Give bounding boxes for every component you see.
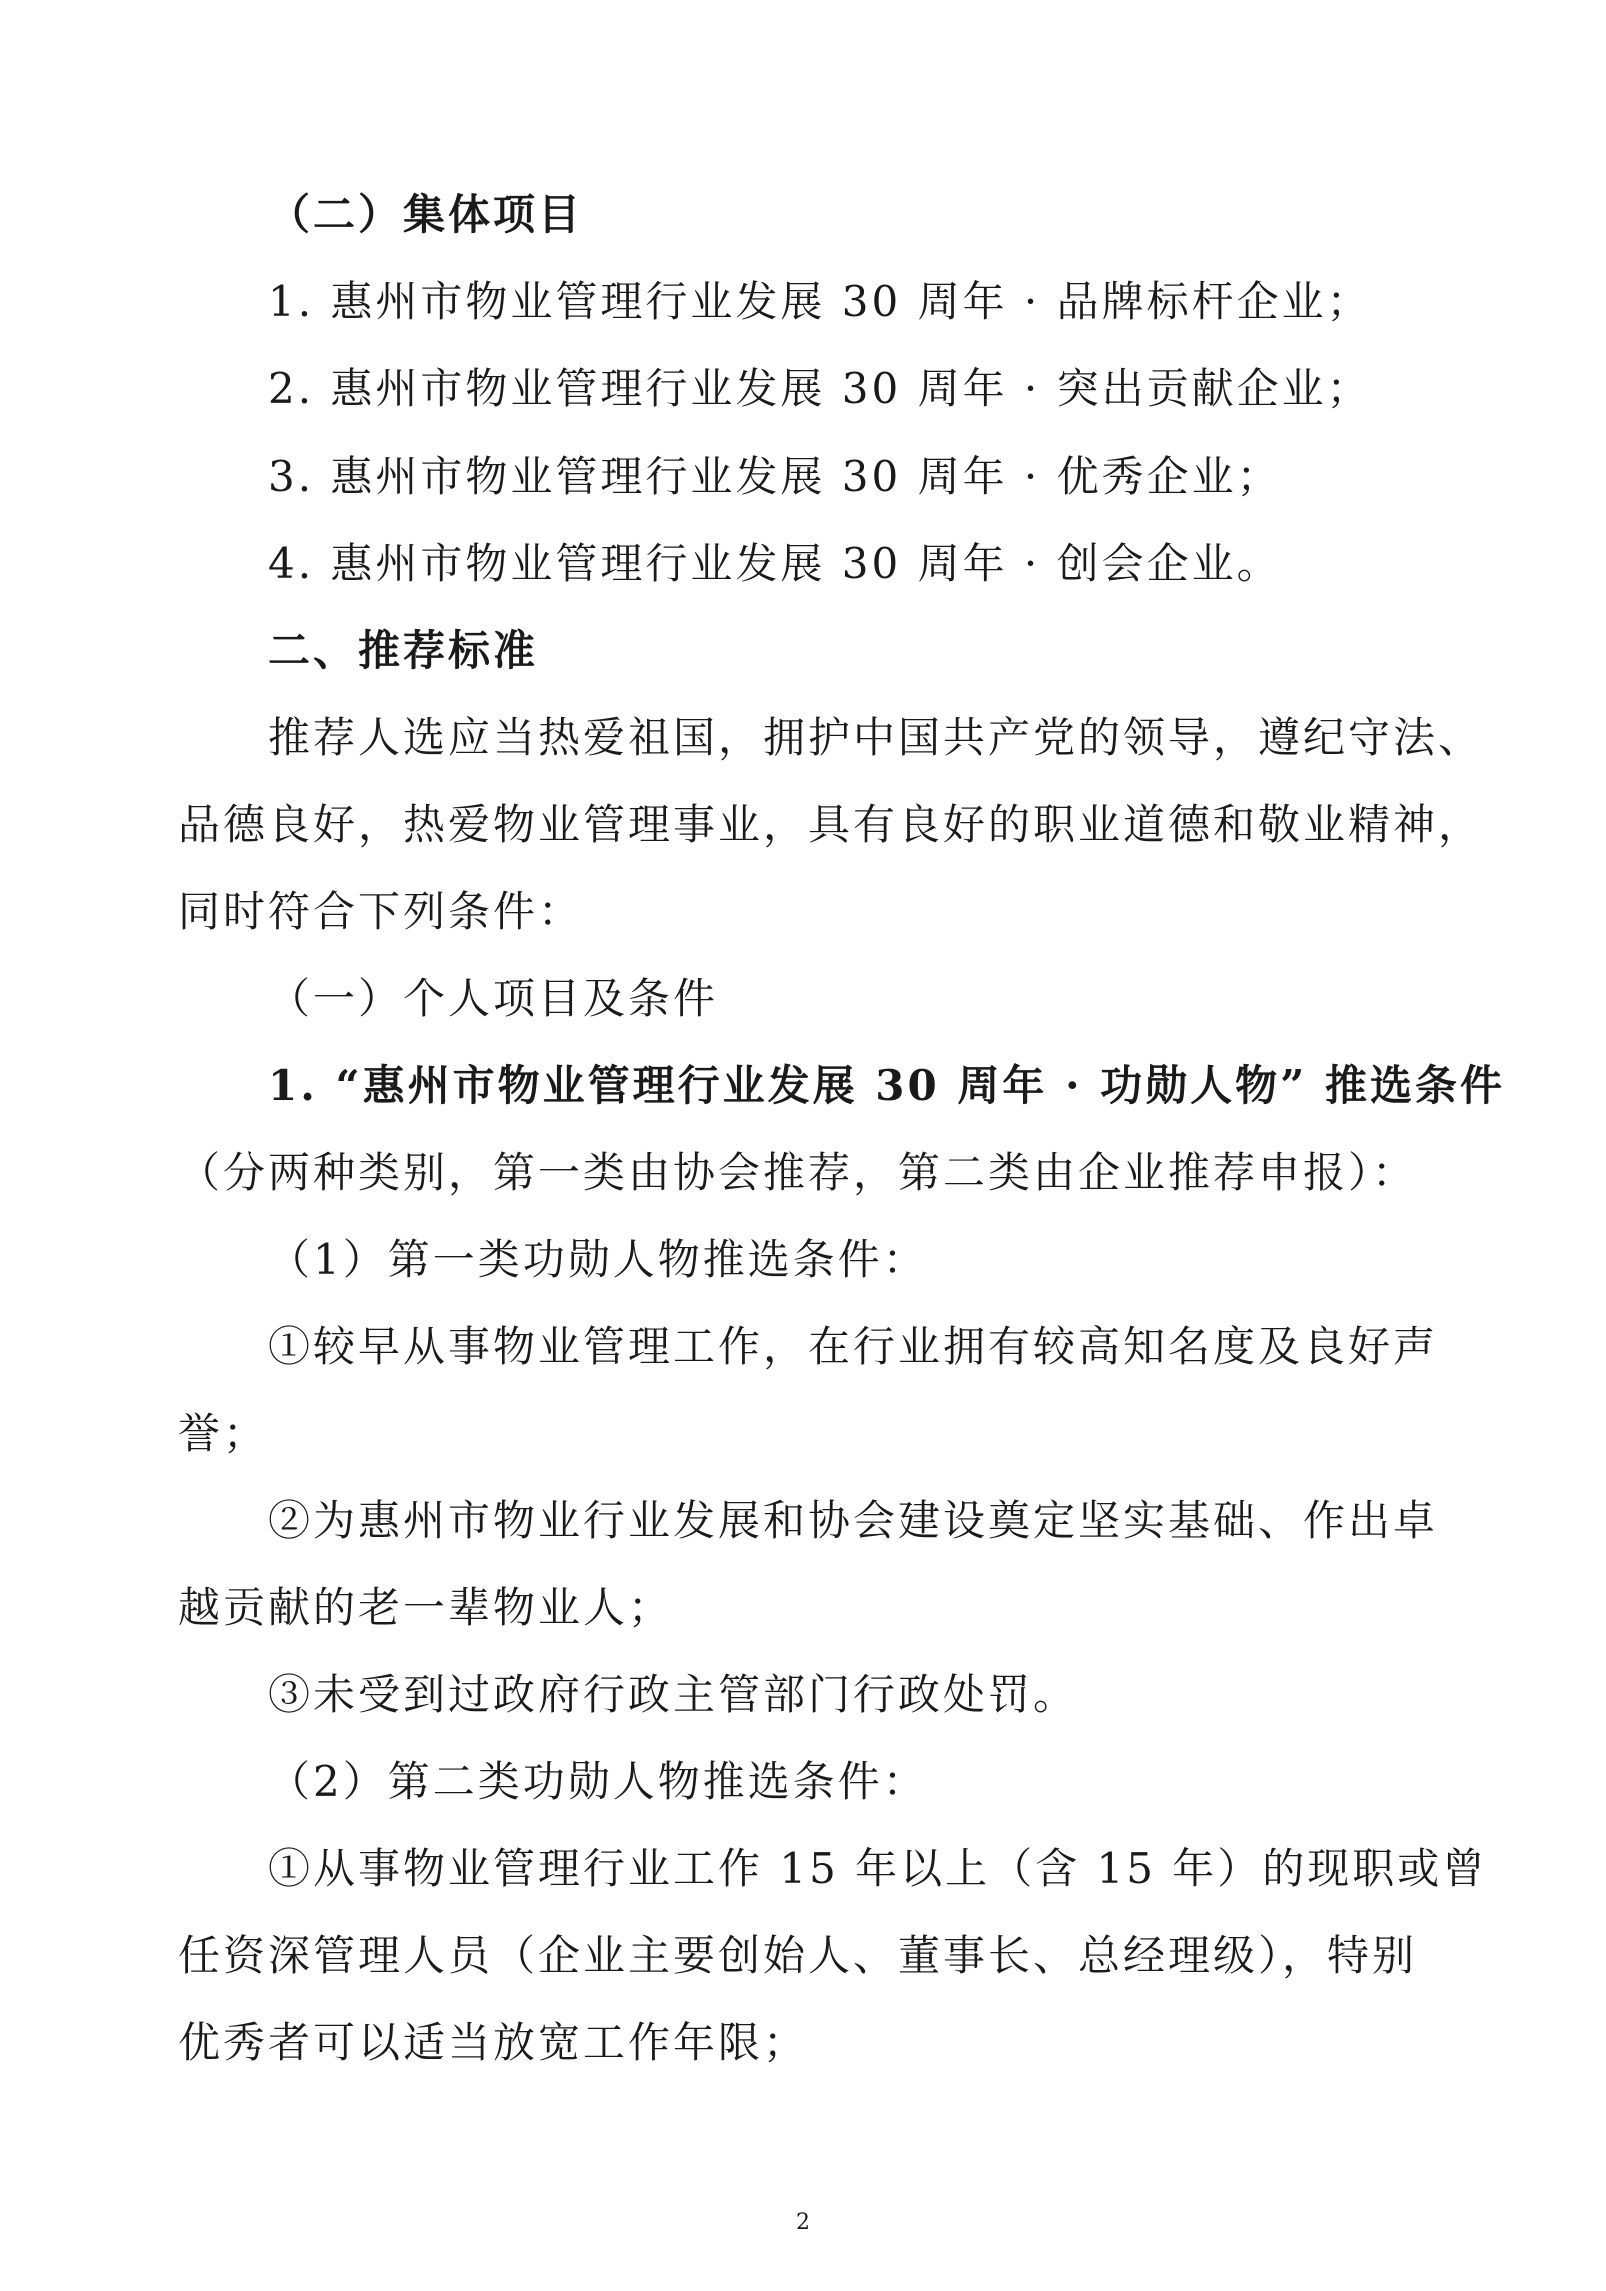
category-2-heading: （2）第二类功勋人物推选条件： [268, 1757, 928, 1806]
subheading-individual: （一）个人项目及条件 [268, 974, 719, 1023]
condition-line: ③未受到过政府行政主管部门行政处罚。 [268, 1670, 1079, 1719]
paragraph-line: 同时符合下列条件： [178, 887, 584, 936]
section-heading-collective: （二）集体项目 [268, 190, 584, 239]
page-number: 2 [796, 2210, 810, 2235]
paragraph-line: （分两种类别，第一类由协会推荐，第二类由企业推荐申报）： [178, 1148, 1418, 1197]
condition-line: ①从事物业管理行业工作 15 年以上（含 15 年）的现职或曾 [268, 1844, 1488, 1893]
merit-person-heading: 1. “惠州市物业管理行业发展 30 周年 · 功勋人物” 推选条件 [268, 1061, 1505, 1110]
collective-item-1: 1. 惠州市物业管理行业发展 30 周年 · 品牌标杆企业； [268, 277, 1372, 326]
collective-item-3: 3. 惠州市物业管理行业发展 30 周年 · 优秀企业； [268, 452, 1282, 501]
condition-line: ②为惠州市物业行业发展和协会建设奠定坚实基础、作出卓 [268, 1496, 1439, 1545]
condition-line: 越贡献的老一辈物业人； [178, 1583, 674, 1632]
collective-item-4: 4. 惠州市物业管理行业发展 30 周年 · 创会企业。 [268, 539, 1282, 588]
category-1-heading: （1）第一类功勋人物推选条件： [268, 1235, 928, 1284]
paragraph-line: 推荐人选应当热爱祖国，拥护中国共产党的领导，遵纪守法、 [268, 713, 1484, 762]
condition-line: ①较早从事物业管理工作，在行业拥有较高知名度及良好声 [268, 1322, 1439, 1371]
condition-line: 任资深管理人员（企业主要创始人、董事长、总经理级），特别 [178, 1931, 1418, 1980]
condition-line: 誉； [178, 1409, 269, 1458]
condition-line: 优秀者可以适当放宽工作年限； [178, 2018, 809, 2067]
collective-item-2: 2. 惠州市物业管理行业发展 30 周年 · 突出贡献企业； [268, 364, 1372, 413]
section-heading-criteria: 二、推荐标准 [268, 626, 539, 675]
paragraph-line: 品德良好，热爱物业管理事业，具有良好的职业道德和敬业精神， [178, 800, 1484, 849]
